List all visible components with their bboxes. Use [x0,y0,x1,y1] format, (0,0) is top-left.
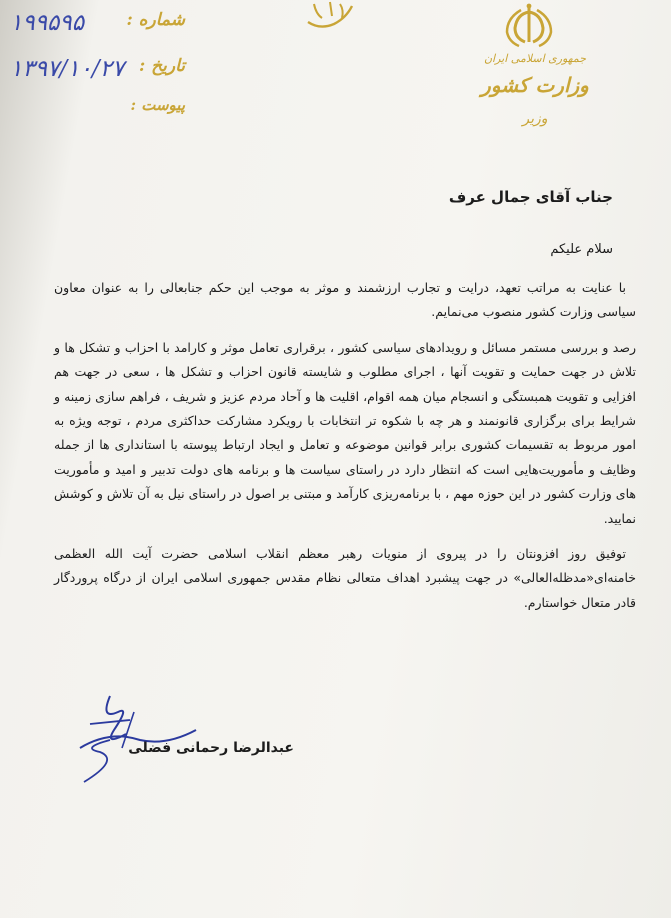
org-name: جمهوری اسلامی ایران [483,52,587,65]
number-row [10,10,185,40]
date-value: ۱۳۹۷/۱۰/۲۷ [10,56,125,82]
national-emblem-icon [499,2,559,50]
paragraph-closing: توفیق روز افزونتان را در پیروی از منویات رهبر معظم انقلاب اسلامی حضرت آیت الله العظمی خامنه‌ای«مدظله‌العالی» در جهت پیشبرد اهداف متعالی نظام مقدس جمهوری اسلامی ایران از درگاه پروردگار قادر متعال خواستارم. [54,546,636,610]
calligraphy-emblem-icon [300,0,360,30]
number-value: ۱۹۹۵۹۵ [10,10,85,36]
paragraph-duties: رصد و بررسی مستمر مسائل و رویدادهای سیاسی کشور ، برقراری تعامل موثر و کارامد با احزاب و تشکل ها و تلاش در جهت حمایت و تقویت آنها ، اجرای مطلوب و شایسته قانون احزاب و تشکل ها ، سعی در جهت هم افزایی و تقویت همبستگی و انسجام میان همه اقوام، اقلیت ها و آحاد مردم عزیز و شریف ، فراهم سازی زمینه و شرایط برای برگزاری قانونمند و هر چه با شکوه تر انتخابات با رویکرد مشارکت حداکثری مردم ، توجه ویژه به امور مربوط به تقسیمات کشوری برابر قوانین موضوعه و تعامل و ایجاد ارتباط پیوسته با استانداری ها از جمله وظایف و مأموریت‌هایی است که انتظار دارد در راستای سیاست ها و برنامه های دولت تدبیر و امید و مأموریت های وزارت کشور در این حوزه مهم ، با برنامه‌ریزی کارآمد و مبتنی بر اصول در راستای نیل به آن تلاش و کوشش نمایید. [54,339,636,526]
number-label: شماره : [126,10,185,30]
office-name: وزیر [522,111,548,127]
letter-meta [10,8,185,118]
ministry-letterhead [470,50,600,150]
letter-body [54,276,636,626]
attachment-label: پیوست : [130,96,185,114]
ministry-name: وزارت کشور [481,73,589,97]
signatory-name: عبدالرضا رحمانی فضلی [128,740,294,756]
salutation: سلام علیکم [550,242,613,257]
recipient: جناب آقای جمال عرف [448,188,613,206]
date-row [10,56,185,86]
handwritten-signature [70,690,200,785]
date-label: تاریخ : [138,56,185,76]
paragraph-appointment: با عنایت به مراتب تعهد، درایت و تجارب ارزشمند و موثر به موجب این حکم جنابعالی را به عنوان معاون سیاسی وزارت کشور منصوب می‌نمایم. [54,280,636,320]
attachment-row [10,96,185,126]
